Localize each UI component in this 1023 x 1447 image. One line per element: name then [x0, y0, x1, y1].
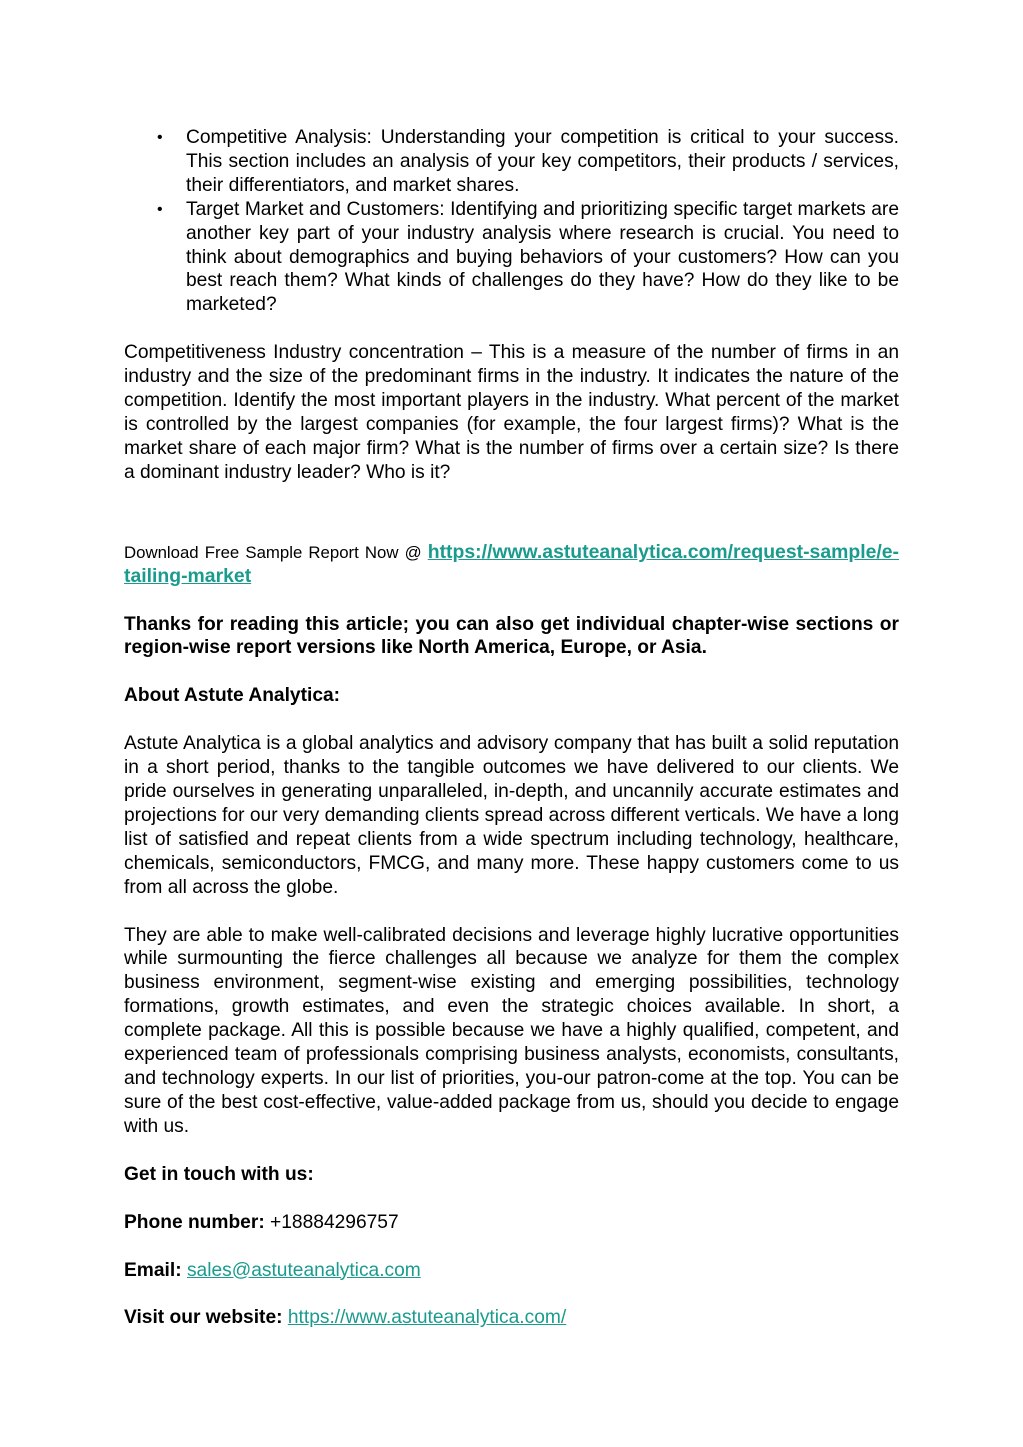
- about-heading: About Astute Analytica:: [124, 685, 341, 707]
- email-link[interactable]: sales@astuteanalytica.com: [186, 1259, 421, 1281]
- bullet-list: [124, 126, 899, 317]
- website-link[interactable]: https://www.astuteanalytica.com/: [287, 1307, 567, 1329]
- download-label: Download Free Sample Report Now @: [124, 542, 428, 562]
- thanks-paragraph: Thanks for reading this article; you can also get individual chapter-wise sections or region-wise report versions like North America, Europe, or Asia.: [124, 613, 899, 659]
- bullet-icon: •: [157, 200, 163, 218]
- phone-line: [124, 1211, 899, 1235]
- email-label: Email:: [124, 1259, 182, 1281]
- list-item: [124, 198, 899, 318]
- document-page: [124, 126, 899, 1330]
- bullet-icon: •: [157, 129, 163, 146]
- competitiveness-paragraph: Competitiveness Industry concentration – This is a measure of the number of firms in an industry and the size of the predominant firms in the industry. It indicates the nature of the competition. Identify the most important players in the industry. What percent of the market is controlled by the largest companies (for example, the four largest firms)? What is the market share of each major firm? What is the number of firms over a certain size? Is there a dominant industry leader? Who is it?: [124, 342, 899, 483]
- about-paragraph: Astute Analytica is a global analytics and advisory company that has built a solid reputation in a short period, thanks to the tangible outcomes we have delivered to our clients. We pride ourselves in generating unparalleled, in-depth, and uncannily accurate estimates and projections for our very demanding clients spread across different verticals. We have a long list of satisfied and repeat clients from a wide spectrum including technology, healthcare, chemicals, semiconductors, FMCG, and many more. These happy customers come to us from all across the globe.: [124, 733, 899, 898]
- phone-label: Phone number:: [124, 1211, 265, 1233]
- bullet-text-target-market: Target Market and Customers: Identifying and prioritizing specific target markets are another key part of your industry analysis where research is crucial. You need to think about demographics and buying behaviors of your customers? How can you best reach them? What kinds of challenges do they have? How do they like to be marketed?: [186, 198, 899, 316]
- about-paragraph-2: They are able to make well-calibrated decisions and leverage highly lucrative opportunities while surmounting the fierce challenges all because we analyze for them the complex business environment, segment-wise existing and emerging possibilities, technology formations, growth estimates, and even the strategic choices available. In short, a complete package. All this is possible because we have a highly qualified, competent, and experienced team of professionals comprising business analysts, economists, consultants, and technology experts. In our list of priorities, you-our patron-come at the top. You can be sure of the best cost-effective, value-added package from us, should you decide to engage with us.: [124, 924, 899, 1137]
- list-item: [124, 126, 899, 198]
- bullet-text-competitive-analysis: Competitive Analysis: Understanding your competition is critical to your success. This section includes an analysis of your key competitors, their products / services, their differentiators, and market shares.: [186, 127, 899, 196]
- email-line: [124, 1259, 899, 1283]
- phone-value: +18884296757: [264, 1211, 399, 1233]
- sample-report-link[interactable]: https://www.astuteanalytica.com/request-sample/e-tailing-market: [124, 540, 899, 587]
- contact-heading: Get in touch with us:: [124, 1163, 314, 1185]
- download-line: [124, 541, 899, 589]
- website-line: [124, 1306, 899, 1330]
- website-label: Visit our website:: [124, 1307, 283, 1329]
